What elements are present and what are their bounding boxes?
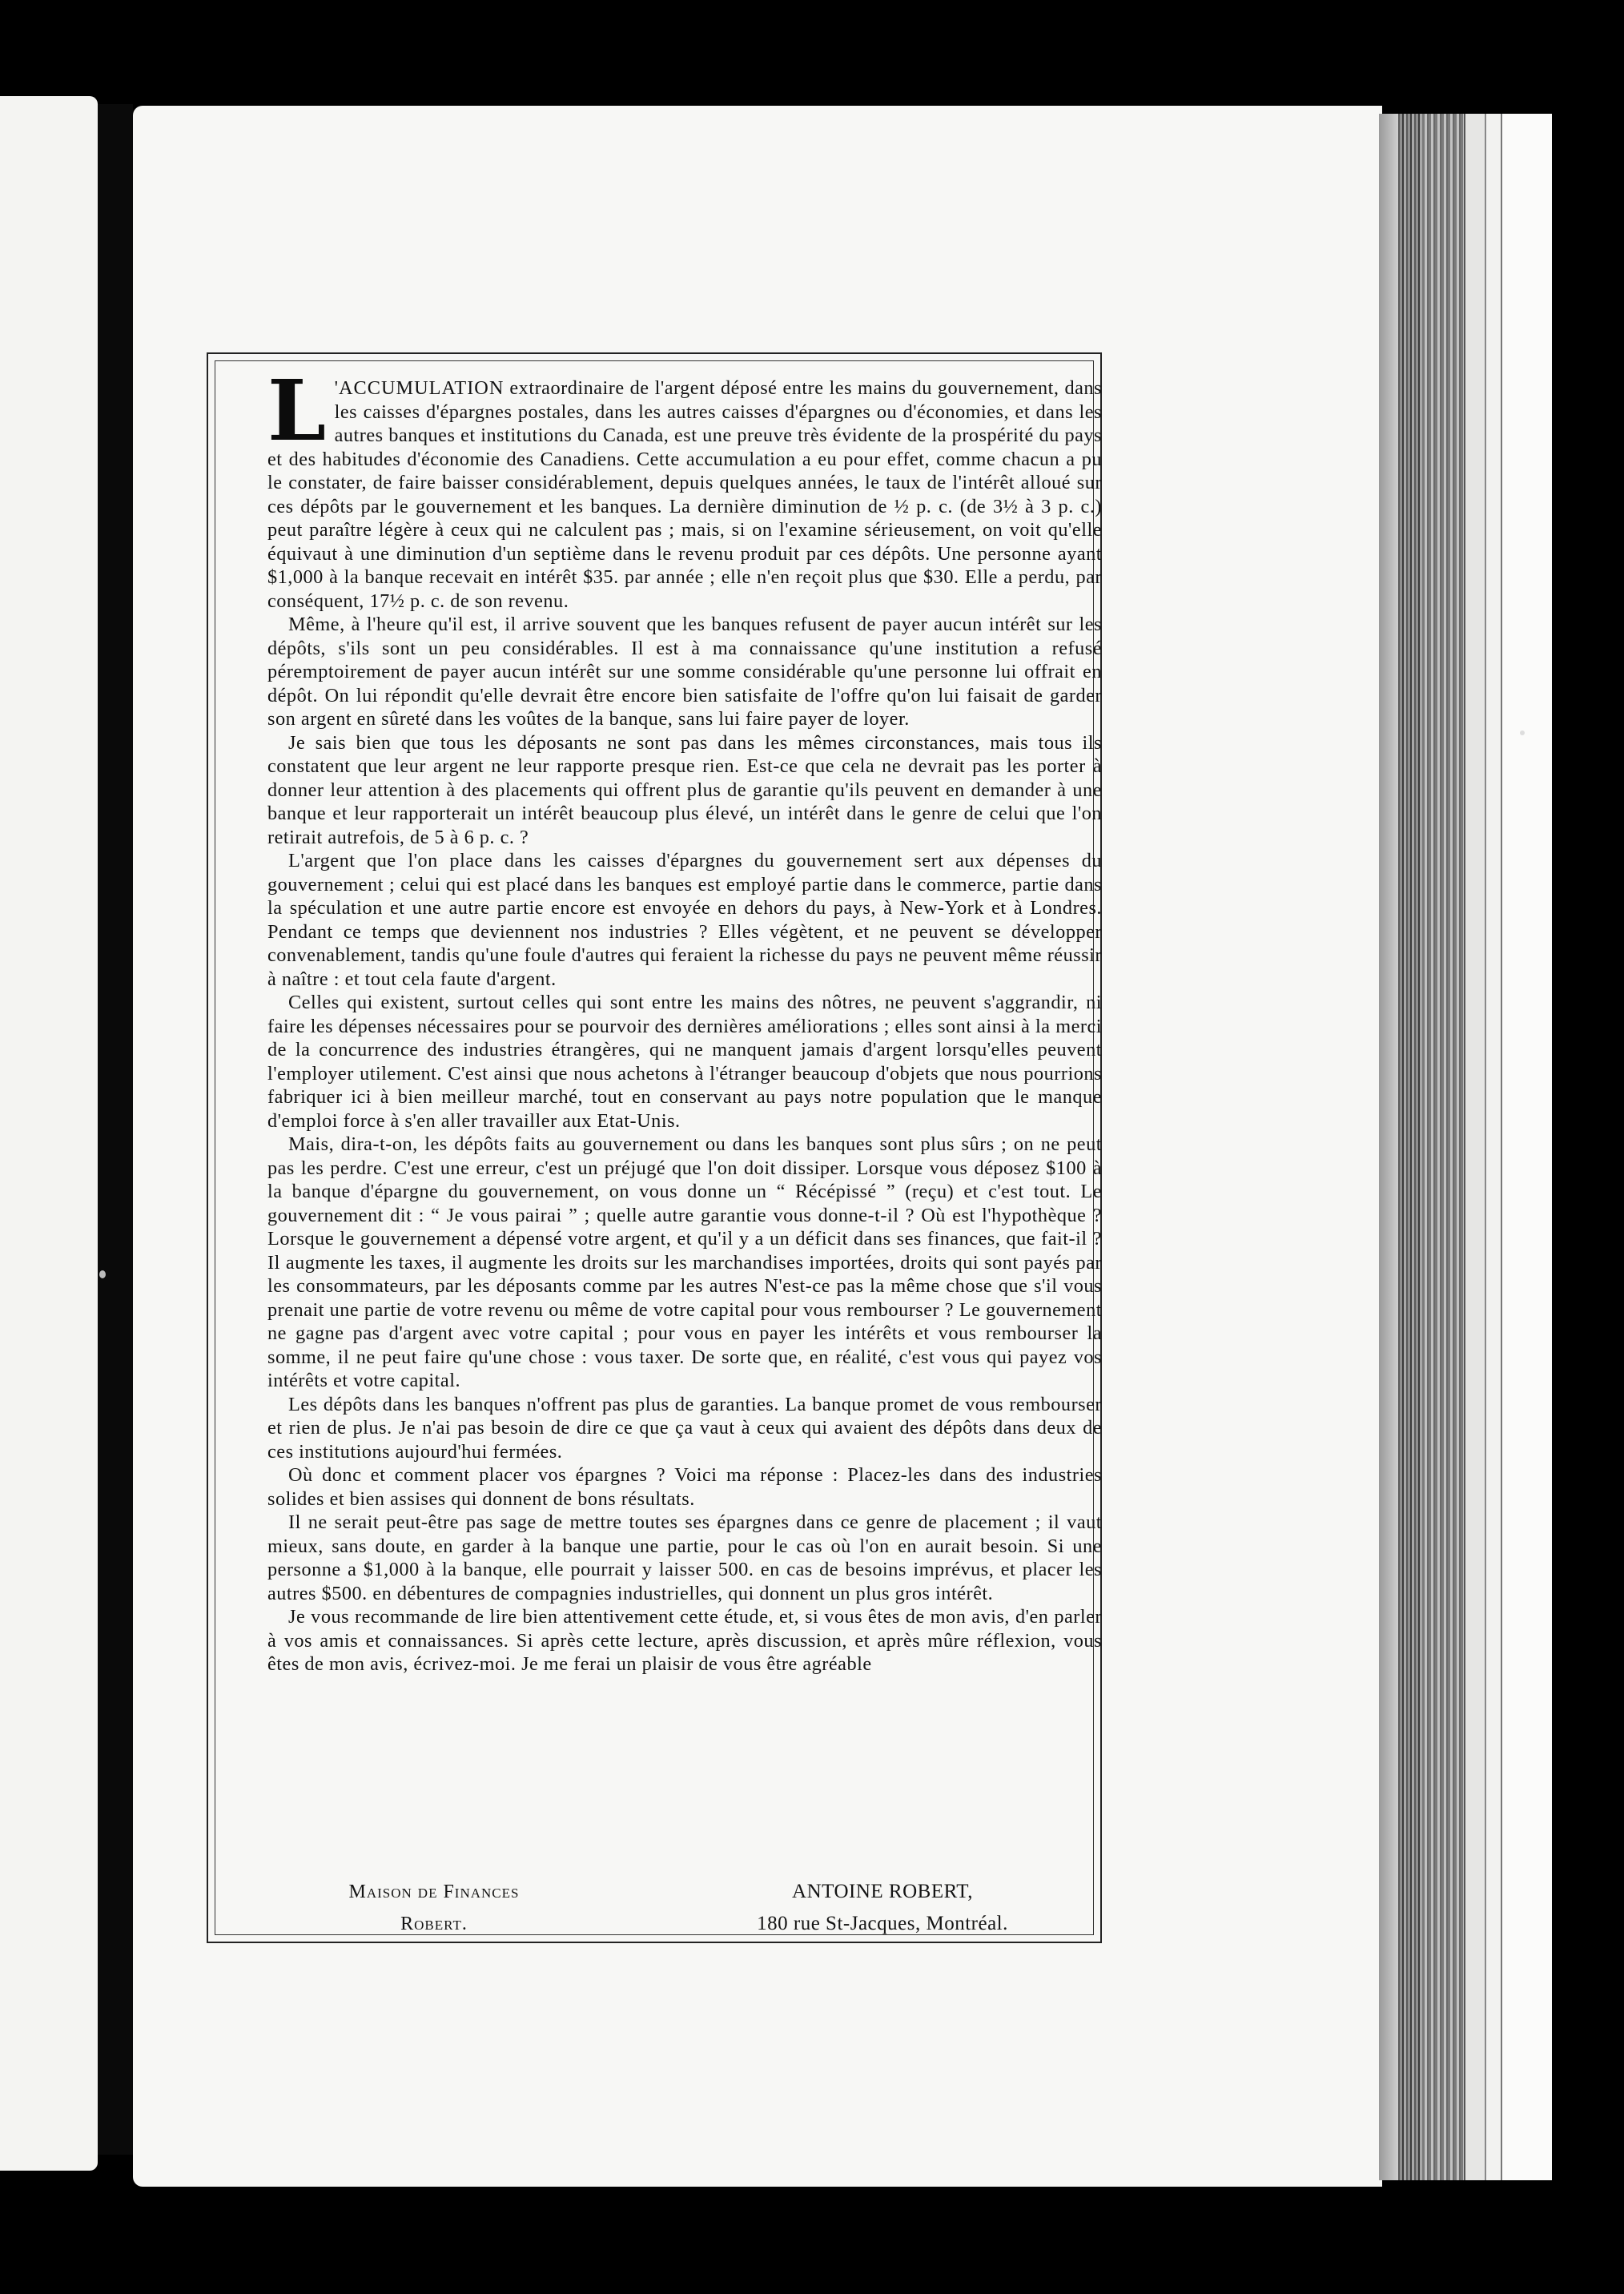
scan-speck (99, 1270, 106, 1278)
page-stack-edge (1379, 114, 1398, 2180)
article-body (267, 361, 1102, 1676)
firm-name-line2: Robert. (400, 1914, 468, 1934)
page-stack-edge (1398, 114, 1422, 2180)
page-stack-edge (1464, 114, 1486, 2180)
paragraph: Je vous recommande de lire bien attentivement cette étude, et, si vous êtes de mon avis, d'en parler à vos amis et connaissances. Si après cette lecture, après discussion, et après mûre réflexion, vous êtes de mon avis, écrivez-moi. Je me ferai un plaisir de vous être agréable (267, 1606, 1102, 1675)
page-stack-edge (1422, 114, 1464, 2180)
scan-speck (1520, 730, 1525, 735)
paragraph (267, 361, 1102, 613)
book-gutter (98, 104, 133, 2155)
author-signature (690, 1876, 1075, 1940)
paragraph: L'argent que l'on place dans les caisses d'épargnes du gouvernement sert aux dépenses du gouvernement ; celui qui est placé dans les banques est employé partie dans le commerce, partie dans la spéculation et une autre partie encore est envoyée en dehors du pays, à New-York et à Londres. Pendant ce temps que deviennent nos industries ? Elles végètent, et ne peuvent se développer convenablement, tandis qu'une foule d'autres qui feraient la richesse du pays ne peuvent même réussir à naître : et tout cela faute d'argent. (267, 850, 1102, 990)
paragraph: Même, à l'heure qu'il est, il arrive souvent que les banques refusent de payer aucun intérêt sur les dépôts, s'ils sont un peu considérables. Il est à ma connaissance qu'une institution a refusé péremptoirement de payer aucun intérêt sur une somme considérable qu'une personne lui offrait en dépôt. On lui répondit qu'elle devrait être encore bien satisfaite de l'offre qu'on lui faisait de garder son argent en sûreté dans les voûtes de la banque, sans lui faire payer de loyer. (267, 614, 1102, 730)
paragraph: Il ne serait peut-être pas sage de mettre toutes ses épargnes dans ce genre de placement ; il vaut mieux, sans doute, en garder à la banque une partie, pour le cas où l'on en aurait besoin. Si une personne a $1,000 à la banque, elle pourrait y laisser 500. en cas de besoins imprévus, et placer les autres $500. en débentures de compagnies industrielles, qui donnent un plus gros intérêt. (267, 1511, 1102, 1604)
page-stack-edge (1501, 114, 1552, 2180)
author-name: ANTOINE ROBERT, (792, 1881, 973, 1902)
paragraph: Je sais bien que tous les déposants ne sont pas dans les mêmes circonstances, mais tous ils constatent que leur argent ne leur rapporte presque rien. Est-ce que cela ne devrait pas les porter à donner leur attention à des placements qui offrent plus de garantie qu'ils peuvent en demander à une banque et leur rapporterait un intérêt beaucoup plus élevé, un intérêt dans le genre de celui que l'on retirait autrefois, de 5 à 6 p. c. ? (267, 731, 1102, 848)
paragraph: Celles qui existent, surtout celles qui sont entre les mains des nôtres, ne peuvent s'aggrandir, ni faire les dépenses nécessaires pour se pourvoir des dernières améliorations ; elles sont ainsi à la merci de la concurrence des industries étrangères, qui ne manquent jamais d'argent lorsqu'elles peuvent l'employer utilement. C'est ainsi que nous achetons à l'étranger beaucoup d'objets que nous pourrions fabriquer ici à bien meilleur marché, tout en conservant au pays notre population que le manque d'emploi force à s'en aller travailler aux Etat-Unis. (267, 992, 1102, 1132)
author-address: 180 rue St-Jacques, Montréal. (757, 1913, 1008, 1934)
paragraph: Où donc et comment placer vos épargnes ? Voici ma réponse : Placez-les dans des industries solides et bien assises qui donnent de bons résultats. (267, 1464, 1102, 1510)
page-stack-edge (1485, 114, 1502, 2180)
paragraph-text: extraordinaire de l'argent déposé entre les mains du gouvernement, dans les caisses d'épargnes postales, dans les autres caisses d'épargnes ou d'économies, et dans les autres banques et institutions du Canada, est une preuve très évidente de la prospérité du pays et des habitudes d'économie des Canadiens. Cette accumulation a eu pour effet, comme chacun a pu le constater, de faire baisser considérablement, depuis quelques années, le taux de l'intérêt alloué sur ces dépôts par le gouvernement et les banques. La dernière diminution de ½ p. c. (de 3½ à 3 p. c.) peut paraître légère à ceux qui ne calculent pas ; mais, si on l'examine sérieusement, on voit qu'elle équivaut à une diminution d'un septième dans le revenu produit par ces dépôts. Une personne ayant $1,000 à la banque recevait en intérêt $35. par année ; elle n'en reçoit plus que $30. Elle a perdu, par conséquent, 17½ p. c. de son revenu. (267, 377, 1102, 612)
left-page-edge (0, 96, 98, 2171)
signature-block (282, 1876, 1075, 1940)
firm-name (290, 1876, 578, 1940)
paragraph: Les dépôts dans les banques n'offrent pas plus de garanties. La banque promet de vous rembourser et rien de plus. Je n'ai pas besoin de dire ce que ça vaut à ceux qui avaient des dépôts dans deux de ces institutions aujourd'hui fermées. (267, 1393, 1102, 1463)
paragraph: Mais, dira-t-on, les dépôts faits au gouvernement ou dans les banques sont plus sûrs ; on ne peut pas les perdre. C'est une erreur, c'est un préjugé que l'on doit dissiper. Lorsque vous déposez $100 à la banque d'épargne du gouvernement, on vous donne un “ Récépissé ” (reçu) et c'est tout. Le gouvernement dit : “ Je vous pairai ” ; quelle autre garantie vous donne-t-il ? Où est l'hypothèque ? Lorsque le gouvernement a dépensé votre argent, et qu'il y a un déficit dans ses finances, que fait-il ? Il augmente les taxes, il augmente les droits sur les marchandises importées, droits qui sont payés par les consommateurs, par les déposants comme par les autres N'est-ce pas la même chose que s'il vous prenait une partie de votre revenu ou même de votre capital pour vous rembourser ? Le gouvernement ne gagne pas d'argent avec votre capital ; pour vous en payer les intérêts et vous rembourser la somme, il ne peut faire qu'une chose : vous taxer. De sorte que, en réalité, c'est vous qui payez vos intérêts et votre capital. (267, 1133, 1102, 1391)
firm-name-line1: Maison de Finances (348, 1881, 520, 1902)
drop-cap: L (267, 361, 327, 460)
lead-word: 'ACCUMULATION (334, 377, 504, 399)
